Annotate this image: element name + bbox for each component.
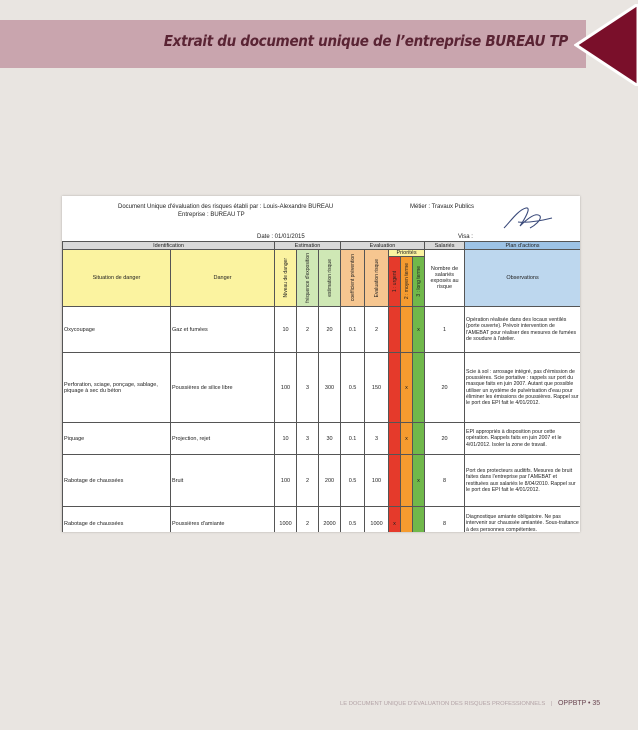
cell-observations: Opération réalisée dans des locaux ventilés (porte ouverte). Prévoir intervention de l'AMEBAT pour réaliser des mesures de fumées de soudure à l'atelier.: [465, 307, 580, 353]
metier-line: Métier : Travaux Publics: [410, 204, 475, 210]
cell-estimation: 20: [319, 307, 341, 353]
cell-coefficient: 0.5: [341, 507, 365, 533]
cell-p2: x: [401, 353, 413, 423]
cell-evaluation: 150: [365, 353, 389, 423]
cell-niveau: 10: [275, 307, 297, 353]
col-p2: 2 : moyen terme: [403, 263, 410, 300]
cell-frequence: 3: [297, 423, 319, 455]
cell-coefficient: 0.5: [341, 455, 365, 507]
cell-situation: Piquage: [63, 423, 171, 455]
cell-p3: [413, 423, 425, 455]
footer-brand: OPPBTP: [557, 700, 587, 707]
cell-niveau: 10: [275, 423, 297, 455]
cell-estimation: 2000: [319, 507, 341, 533]
cell-observations: Diagnostique amiante obligatoire. Ne pas intervenir sur chaussée amiantée. Sous-traitance à des personnes compétentes.: [465, 507, 580, 533]
signature-image: [496, 202, 556, 234]
table-row: [63, 507, 581, 533]
group-identification: Identification: [63, 242, 275, 250]
table-row: [63, 455, 581, 507]
cell-frequence: 2: [297, 507, 319, 533]
cell-nombre: 8: [425, 455, 465, 507]
col-p1: 1 : urgent: [391, 270, 398, 293]
cell-p3: x: [413, 307, 425, 353]
cell-p3: [413, 507, 425, 533]
cell-observations: Scie à sol : arrosage intégré, pas d'émission de poussières. Scie portative : rappels sur port du masque faits en juin 2007. Autant que possible utiliser un système de pulvérisation d'eau pour éliminer les émissions de poussières. Rappel sur le port des EPI fait le 4/01/2012.: [465, 353, 580, 423]
page-footer: [340, 700, 630, 707]
cell-p2: [401, 455, 413, 507]
cell-p1: [389, 455, 401, 507]
cell-niveau: 1000: [275, 507, 297, 533]
group-evaluation: Evaluation: [341, 242, 425, 250]
cell-evaluation: 3: [365, 423, 389, 455]
cell-estimation: 200: [319, 455, 341, 507]
cell-p1: [389, 307, 401, 353]
footer-dot: •: [587, 700, 593, 707]
table-row: [63, 353, 581, 423]
cell-p1: x: [389, 507, 401, 533]
table-row: [63, 307, 581, 353]
cell-niveau: 100: [275, 353, 297, 423]
col-frequence: fréquence d'exposition: [304, 253, 311, 303]
group-salaries: Salariés: [425, 242, 465, 250]
cell-situation: Oxycoupage: [63, 307, 171, 353]
date-line: Date : 01/01/2015: [257, 234, 305, 240]
risk-assessment-table: [62, 241, 580, 532]
footer-separator: |: [550, 701, 553, 707]
cell-nombre: 1: [425, 307, 465, 353]
cell-evaluation: 2: [365, 307, 389, 353]
cell-frequence: 2: [297, 455, 319, 507]
cell-coefficient: 0.5: [341, 353, 365, 423]
author-line: Document Unique d'évaluation des risques établi par : Louis-Alexandre BUREAU: [118, 204, 334, 210]
cell-frequence: 3: [297, 353, 319, 423]
cell-nombre: 20: [425, 423, 465, 455]
cell-danger: Bruit: [171, 455, 275, 507]
col-evaluation: Evaluation risque: [373, 258, 380, 298]
visa-line: Visa :: [458, 234, 473, 240]
col-niveau: Niveau de danger: [282, 258, 289, 298]
cell-evaluation: 1000: [365, 507, 389, 533]
cell-estimation: 300: [319, 353, 341, 423]
cell-danger: Poussières d'amiante: [171, 507, 275, 533]
cell-p1: [389, 353, 401, 423]
cell-danger: Poussières de silice libre: [171, 353, 275, 423]
arrow-icon: [574, 4, 638, 86]
cell-nombre: 20: [425, 353, 465, 423]
group-estimation: Estimation: [275, 242, 341, 250]
cell-p3: x: [413, 455, 425, 507]
cell-observations: Port des protecteurs auditifs. Mesures de bruit faites dans l'entreprise par l'AMEBAT et restituées aux salariés le 8/04/2010. Rappel sur le port des EPI fait le 4/01/2012.: [465, 455, 580, 507]
group-priorites: Priorités: [389, 250, 425, 257]
cell-evaluation: 100: [365, 455, 389, 507]
cell-p3: [413, 353, 425, 423]
cell-situation: Rabotage de chaussées: [63, 455, 171, 507]
cell-p2: [401, 307, 413, 353]
col-p3: 3 : long terme: [415, 266, 422, 297]
cell-p2: [401, 507, 413, 533]
col-situation: Situation de danger: [63, 250, 171, 307]
col-nombre: Nombre de salariés exposés au risque: [425, 250, 465, 307]
company-line: Entreprise : BUREAU TP: [178, 212, 245, 218]
cell-situation: Perforation, sciage, ponçage, sablage, piquage à sec du béton: [63, 353, 171, 423]
cell-danger: Gaz et fumées: [171, 307, 275, 353]
cell-p1: [389, 423, 401, 455]
col-danger: Danger: [171, 250, 275, 307]
col-observations: Observations: [465, 250, 580, 307]
page-number: 35: [592, 700, 601, 707]
cell-p2: x: [401, 423, 413, 455]
col-estimation: estimation risque: [326, 259, 333, 297]
cell-nombre: 8: [425, 507, 465, 533]
cell-coefficient: 0.1: [341, 423, 365, 455]
cell-frequence: 2: [297, 307, 319, 353]
page-title: Extrait du document unique de l’entreprise BUREAU TP: [163, 32, 568, 50]
document-scan: [62, 196, 580, 532]
cell-situation: Rabotage de chaussées: [63, 507, 171, 533]
cell-coefficient: 0.1: [341, 307, 365, 353]
header-banner: [0, 20, 586, 68]
col-coefficient: coefficient prévention: [349, 254, 356, 302]
cell-niveau: 100: [275, 455, 297, 507]
document-header: [62, 196, 580, 241]
cell-observations: EPI appropriés à disposition pour cette opération. Rappels faits en juin 2007 et le 4/01/2012. Isoler la zone de travail.: [465, 423, 580, 455]
footer-text: LE DOCUMENT UNIQUE D’ÉVALUATION DES RISQUES PROFESSIONNELS: [340, 701, 546, 707]
cell-estimation: 30: [319, 423, 341, 455]
group-plan: Plan d'actions: [465, 242, 580, 250]
cell-danger: Projection, rejet: [171, 423, 275, 455]
table-row: [63, 423, 581, 455]
